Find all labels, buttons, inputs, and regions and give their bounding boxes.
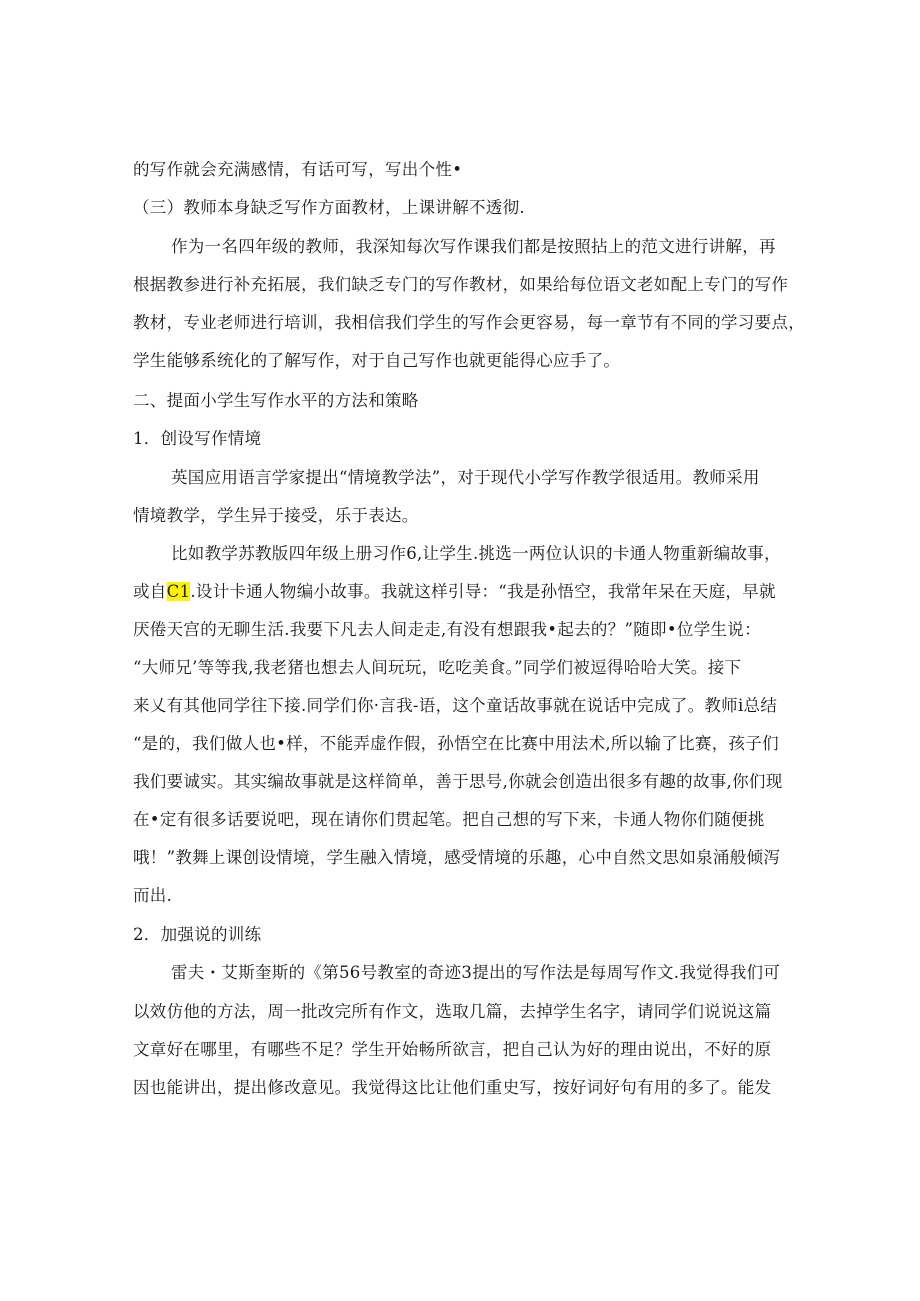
text-segment: 或自 bbox=[133, 582, 167, 601]
paragraph-line: 作为一名四年级的教师，我深知每次写作课我们都是按照拈上的范文进行讲解，再 bbox=[171, 237, 776, 256]
highlighted-text: C1 bbox=[166, 582, 191, 601]
paragraph-line: 的写作就会充满感情，有话可写，写出个性• bbox=[133, 160, 463, 179]
paragraph-line: 以效仿他的方法，周一批改完所有作文，选取几篇，去掉学生名字，请同学们说说这篇 bbox=[133, 1002, 772, 1021]
paragraph-line: 情境教学，学生异于接受，乐于表达。 bbox=[133, 506, 419, 525]
subheading-3: （三）教师本身缺乏写作方面教材，上课讲解不透彻. bbox=[133, 198, 525, 217]
paragraph-line: 因也能讲出，提出修改意见。我觉得这比让他们重史写，按好词好句有用的多了。能发 bbox=[133, 1078, 772, 1097]
paragraph-line: “大师兄’等等我,我老猪也想去人间玩玩，吃吃美食。”同学们被逗得哈哈大笑。接下 bbox=[133, 658, 742, 677]
paragraph-line: 学生能够系统化的了解写作，对于自己写作也就更能得心应手了。 bbox=[133, 351, 621, 370]
text-segment: .设计卡通人物编小故事。我就这样引导：“我是孙悟空，我常年呆在天庭，早就 bbox=[190, 582, 776, 601]
paragraph-line: 雷夫・艾斯奎斯的《第56号教室的奇迹3提出的写作法是每周写作文.我觉得我们可 bbox=[171, 963, 781, 982]
paragraph-line: 文章好在哪里，有哪些不足？学生开始畅所欲言，把自己认为好的理由说出，不好的原 bbox=[133, 1040, 772, 1059]
section-heading-2: 二、提面小学生写作水平的方法和策略 bbox=[133, 391, 419, 410]
paragraph-line: 来乂有其他同学往下接.同学们你·言我-语，这个童话故事就在说话中完成了。教师i总结 bbox=[133, 696, 778, 715]
paragraph-line: 厌倦天宫的无聊生活.我要下凡去人间走走,有没有想跟我•起去的？”随即•位学生说： bbox=[133, 620, 761, 639]
paragraph-line: 教材，专业老师进行培训，我相信我们学生的写作会更容易，每一章节有不同的学习要点， bbox=[133, 313, 805, 332]
subsection-heading-2: 2．加强说的训练 bbox=[133, 925, 262, 944]
paragraph-line: “是的，我们做人也•样，不能弄虚作假，孙悟空在比赛中用法术,所以输了比赛，孩子们 bbox=[133, 734, 779, 753]
paragraph-line: 根据教参进行补充拓展，我们缺乏专门的写作教材，如果给每位语文老如配上专门的写作 bbox=[133, 275, 789, 294]
paragraph-line: 哦！”教舞上课创设情境，学生融入情境，感受情境的乐趣，心中自然文思如泉涌般倾泻 bbox=[133, 848, 781, 867]
paragraph-line: 在•定有很多话要说吧，现在请你们贯起笔。把自己想的写下来，卡通人物你们随便挑 bbox=[133, 810, 765, 829]
paragraph-line: 英国应用语言学家提出“情境教学法”，对于现代小学写作教学很适用。教师采用 bbox=[171, 468, 760, 487]
paragraph-line: 我们要诚实。其实编故事就是这样简单，善于思号,你就会创造出很多有趣的故事,你们现 bbox=[133, 772, 783, 791]
subsection-heading-1: 1．创设写作情境 bbox=[133, 429, 262, 448]
paragraph-line: 而出. bbox=[133, 886, 173, 905]
paragraph-line: 比如教学苏教版四年级上册习作6,让学生.挑选一两位认识的卡通人物重新编故事， bbox=[171, 544, 781, 563]
paragraph-line bbox=[133, 580, 793, 604]
